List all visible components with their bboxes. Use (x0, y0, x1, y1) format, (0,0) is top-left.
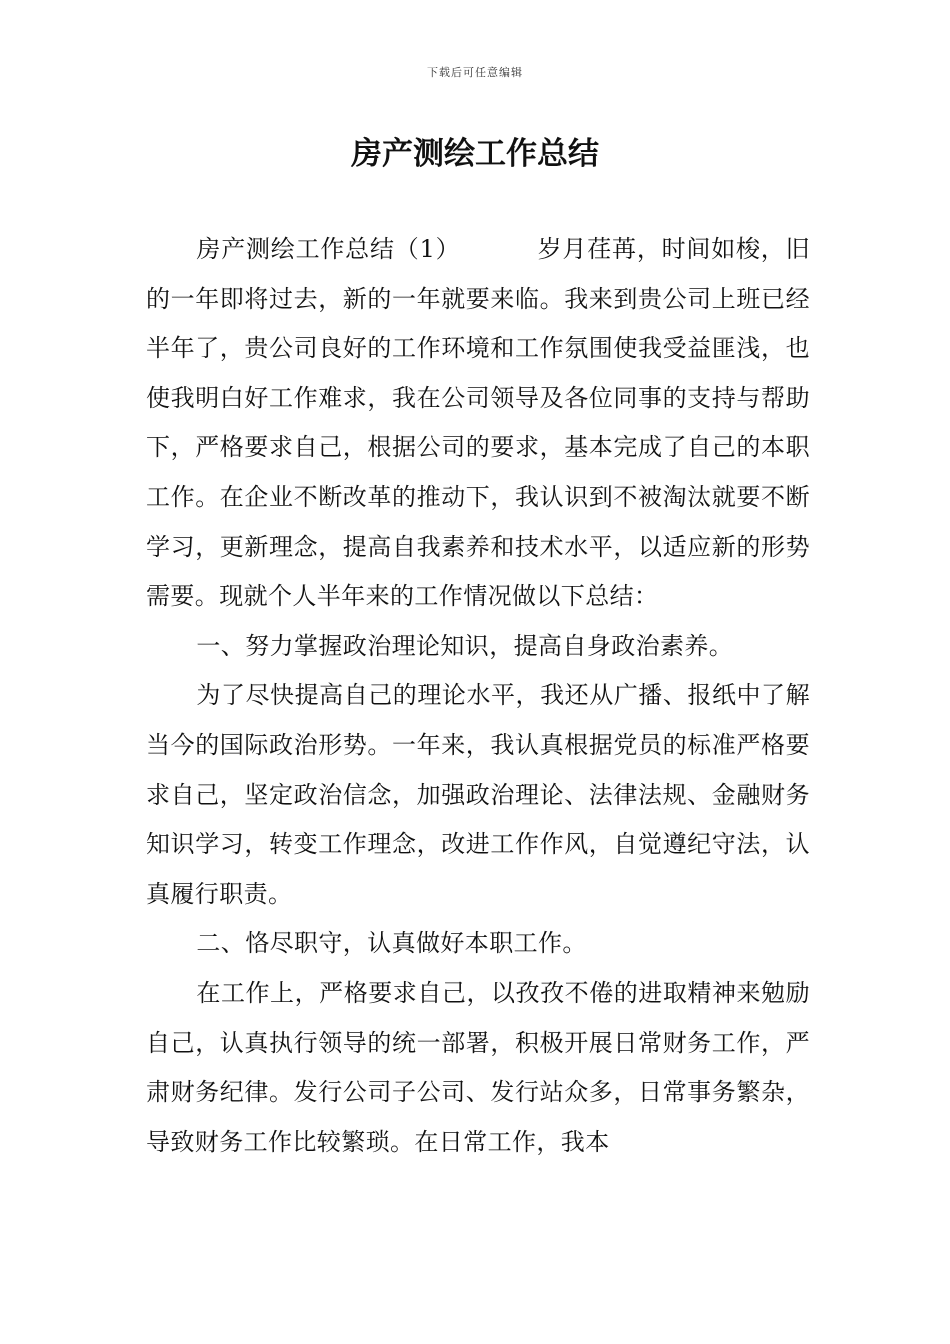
paragraph-intro-lead: 房产测绘工作总结（1） (196, 235, 461, 263)
document-title: 房产测绘工作总结 (351, 136, 599, 172)
paragraph-intro (146, 225, 810, 622)
header-note: 下载后可任意编辑 (427, 66, 523, 79)
paragraph-intro-text: 岁月荏苒，时间如梭，旧的一年即将过去，新的一年就要来临。我来到贵公司上班已经半年了，贵公司良好的工作环境和工作氛围使我受益匪浅，也使我明白好工作难求，我在公司领导及各位同事的支持与帮助下，严格要求自己，根据公司的要求，基本完成了自己的本职工作。在企业不断改革的推动下，我认识到不被淘汰就要不断学习，更新理念，提高自我素养和技术水平，以适应新的形势需要。现就个人半年来的工作情况做以下总结： (146, 235, 811, 611)
section-heading-1: 一、努力掌握政治理论知识，提高自身政治素养。 (196, 631, 734, 660)
document-body (146, 225, 810, 1167)
section-heading-2: 二、恪尽职守，认真做好本职工作。 (196, 929, 587, 958)
paragraph-section-2: 在工作上，严格要求自己，以孜孜不倦的进取精神来勉励自己，认真执行领导的统一部署，积极开展日常财务工作，严肃财务纪律。发行公司子公司、发行站众多，日常事务繁杂，导致财务工作比较繁琐。在日常工作，我本 (146, 978, 810, 1156)
paragraph-section-1: 为了尽快提高自己的理论水平，我还从广播、报纸中了解当今的国际政治形势。一年来，我认真根据党员的标准严格要求自己，坚定政治信念，加强政治理论、法律法规、金融财务知识学习，转变工作理念，改进工作作风，自觉遵纪守法，认真履行职责。 (146, 681, 810, 908)
